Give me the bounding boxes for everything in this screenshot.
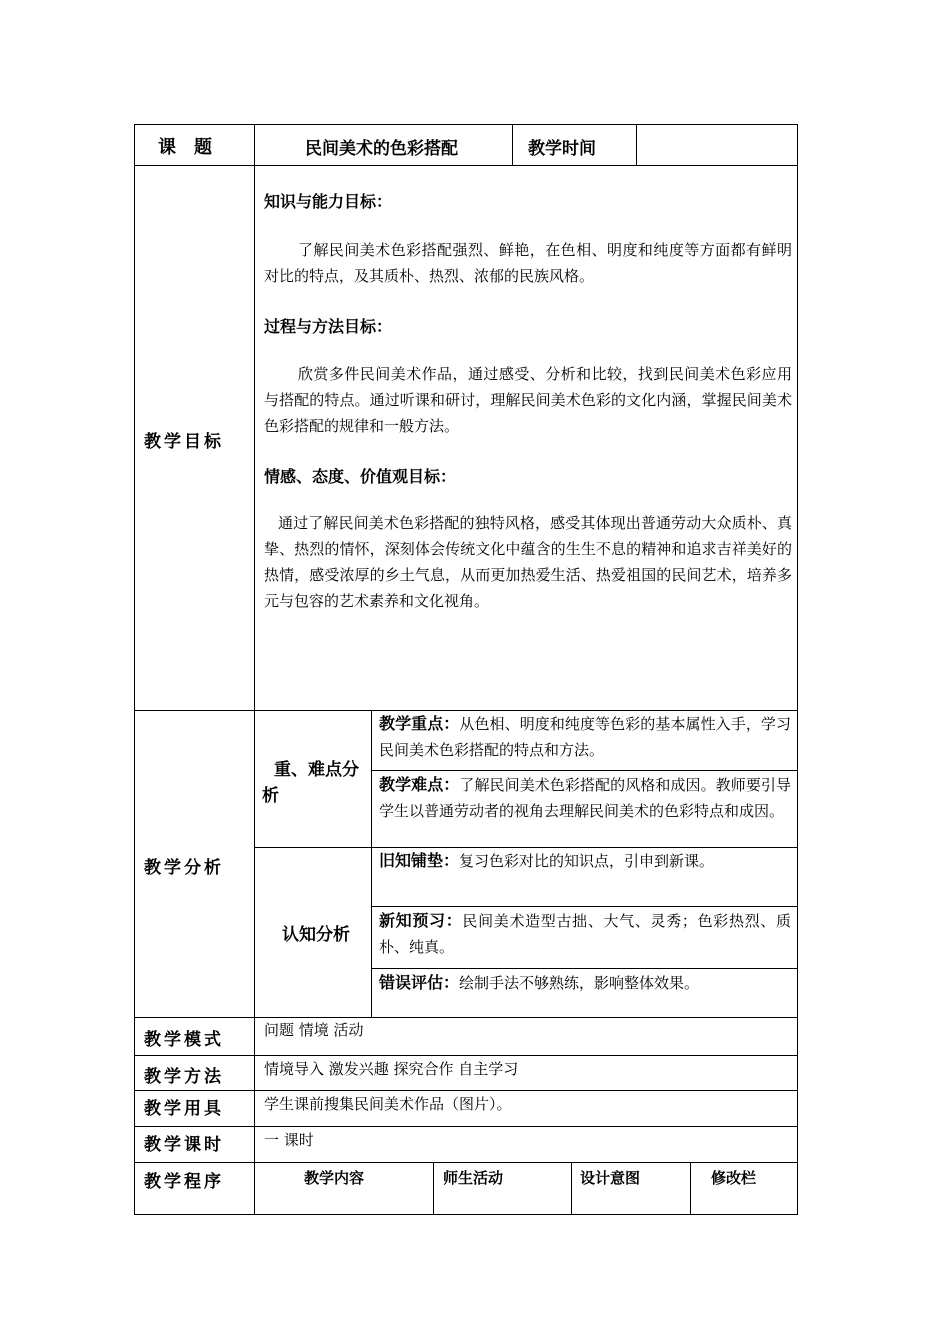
preview-cell: [379, 908, 791, 960]
rule: [134, 1055, 798, 1056]
error-assessment-label: 错误评估：: [379, 973, 460, 992]
mode-value: 问题 情境 活动: [264, 1021, 364, 1039]
rule: [134, 124, 135, 1215]
analysis-label: 教学分析: [144, 858, 224, 878]
key-point-text: 从色相、明度和纯度等色彩的基本属性入手，学习民间美术色彩搭配的特点和方法。: [379, 715, 791, 759]
method-label: 教学方法: [144, 1067, 224, 1087]
objectives-label: 教学目标: [144, 432, 224, 452]
key-point-cell: [379, 711, 791, 763]
rule: [134, 1162, 798, 1163]
topic-label: 课 题: [158, 137, 212, 158]
rule: [134, 124, 798, 125]
rule: [134, 1214, 798, 1215]
preview-text: 民间美术造型古拙、大气、灵秀；色彩热烈、质朴、纯真。: [379, 912, 791, 956]
objective-text-attitude: 通过了解民间美术色彩搭配的独特风格，感受其体现出普通劳动大众质朴、真挚、热烈的情怀，深刻体会传统文化中蕴含的生生不息的精神和追求吉祥美好的热情，感受浓厚的乡土气息，从而更加热爱生活、热爱祖国的民间艺术，培养多元与包容的艺术素养和文化视角。: [264, 514, 792, 610]
rule: [134, 1017, 798, 1018]
rule: [254, 124, 255, 1215]
error-assessment-cell: [379, 970, 791, 996]
prior-knowledge-cell: [379, 848, 791, 874]
program-col-activity: 师生活动: [443, 1169, 504, 1187]
rule: [690, 1162, 691, 1215]
difficulty-cell: [379, 772, 791, 824]
teaching-time-label: 教学时间: [528, 139, 596, 159]
program-col-content: 教学内容: [304, 1169, 365, 1187]
objective-heading-process: 过程与方法目标：: [264, 317, 393, 336]
rule: [134, 1126, 798, 1127]
prior-knowledge-text: 复习色彩对比的知识点，引申到新课。: [459, 852, 715, 870]
difficulty-label: 教学难点：: [379, 775, 460, 794]
topic-value: 民间美术的色彩搭配: [305, 139, 458, 159]
rule: [371, 770, 798, 771]
teaching-time-value[interactable]: [640, 134, 790, 158]
program-label: 教学程序: [144, 1172, 224, 1192]
program-col-revision: 修改栏: [711, 1169, 757, 1187]
objective-heading-knowledge: 知识与能力目标：: [264, 192, 393, 211]
objective-text-process: 欣赏多件民间美术作品，通过感受、分析和比较，找到民间美术色彩应用与搭配的特点。通过听课和研讨，理解民间美术色彩的文化内涵，掌握民间美术色彩搭配的规律和一般方法。: [264, 365, 792, 435]
objective-heading-attitude: 情感、态度、价值观目标：: [264, 467, 457, 486]
rule: [134, 1090, 798, 1091]
mode-label: 教学模式: [144, 1030, 224, 1050]
objective-text-knowledge: 了解民间美术色彩搭配强烈、鲜艳，在色相、明度和纯度等方面都有鲜明对比的特点，及其质朴、热烈、浓郁的民族风格。: [264, 241, 792, 285]
rule: [371, 710, 372, 1018]
error-assessment-text: 绘制手法不够熟练，影响整体效果。: [459, 974, 700, 992]
cognitive-label: 认知分析: [282, 925, 350, 945]
tools-value: 学生课前搜集民间美术作品（图片）。: [264, 1095, 512, 1113]
rule: [571, 1162, 572, 1215]
hours-value: 一 课时: [264, 1131, 314, 1149]
rule: [433, 1162, 434, 1215]
method-value: 情境导入 激发兴趣 探究合作 自主学习: [264, 1060, 519, 1078]
tools-label: 教学用具: [144, 1099, 224, 1119]
rule: [134, 165, 798, 166]
key-point-label: 教学重点：: [379, 714, 460, 733]
difficulty-text: 了解民间美术色彩搭配的风格和成因。教师要引导学生以普通劳动者的视角去理解民间美术的色彩特点和成因。: [379, 776, 791, 820]
key-difficulty-label: 重、难点分析: [262, 760, 359, 806]
program-col-intent: 设计意图: [580, 1169, 641, 1187]
rule: [797, 124, 798, 1215]
rule: [371, 906, 798, 907]
rule: [512, 124, 513, 166]
rule: [636, 124, 637, 166]
rule: [371, 968, 798, 969]
preview-label: 新知预习：: [379, 911, 463, 930]
prior-knowledge-label: 旧知铺垫：: [379, 851, 460, 870]
hours-label: 教学课时: [144, 1135, 224, 1155]
